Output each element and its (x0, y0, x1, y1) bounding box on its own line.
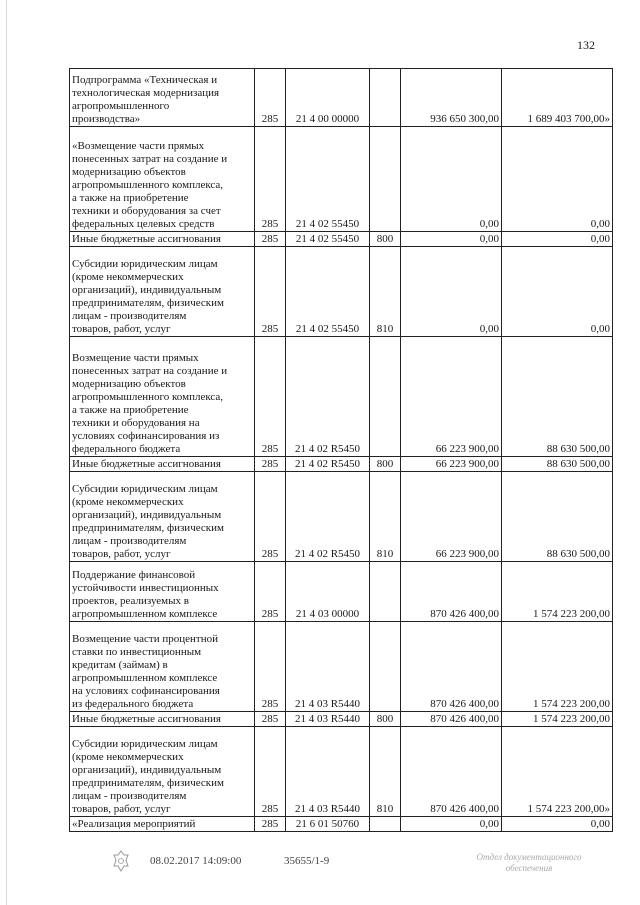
table-row (70, 127, 613, 232)
row-target-article: 21 4 02 R5450 (286, 472, 370, 562)
emblem-icon (112, 850, 130, 872)
row-target-article: 21 4 00 00000 (286, 69, 370, 127)
row-target-article: 21 4 03 00000 (286, 562, 370, 622)
row-grbs-code: 285 (255, 712, 286, 727)
row-expense-type (370, 69, 401, 127)
table-row (70, 232, 613, 247)
table-row (70, 622, 613, 712)
row-grbs-code: 285 (255, 727, 286, 817)
row-sum-year-1: 870 426 400,00 (401, 727, 502, 817)
row-expense-type: 800 (370, 712, 401, 727)
row-expense-type: 810 (370, 727, 401, 817)
row-target-article: 21 4 02 R5450 (286, 337, 370, 457)
row-target-article: 21 4 02 55450 (286, 247, 370, 337)
row-sum-year-2: 0,00 (502, 247, 613, 337)
row-sum-year-2: 88 630 500,00 (502, 457, 613, 472)
row-sum-year-1: 66 223 900,00 (401, 337, 502, 457)
row-sum-year-1: 0,00 (401, 817, 502, 832)
row-expense-type: 800 (370, 232, 401, 247)
row-grbs-code: 285 (255, 562, 286, 622)
row-sum-year-2: 1 574 223 200,00 (502, 562, 613, 622)
row-target-article: 21 4 03 R5440 (286, 727, 370, 817)
row-sum-year-2: 0,00 (502, 817, 613, 832)
row-expense-type (370, 817, 401, 832)
row-sum-year-2: 1 689 403 700,00» (502, 69, 613, 127)
row-name: Субсидии юридическим лицам (кроме некоммерческих организаций), индивидуальным предпринимателям, физическим лицам - производителям товаров, работ, услуг (70, 472, 255, 562)
row-sum-year-1: 870 426 400,00 (401, 622, 502, 712)
row-expense-type: 800 (370, 457, 401, 472)
stamp-line-2: обеспечения (505, 863, 553, 873)
row-name: Субсидии юридическим лицам (кроме некоммерческих организаций), индивидуальным предпринимателям, физическим лицам - производителям товаров, работ, услуг (70, 247, 255, 337)
row-target-article: 21 4 02 55450 (286, 232, 370, 247)
budget-table (69, 68, 613, 832)
budget-table-body (70, 69, 613, 832)
row-grbs-code: 285 (255, 127, 286, 232)
row-grbs-code: 285 (255, 232, 286, 247)
row-sum-year-1: 0,00 (401, 127, 502, 232)
row-grbs-code: 285 (255, 622, 286, 712)
row-expense-type (370, 127, 401, 232)
row-name: Подпрограмма «Техническая и технологическая модернизация агропромышленного производства» (70, 69, 255, 127)
row-grbs-code: 285 (255, 472, 286, 562)
row-target-article: 21 4 02 R5450 (286, 457, 370, 472)
row-name: «Реализация мероприятий (70, 817, 255, 832)
row-expense-type: 810 (370, 247, 401, 337)
row-expense-type (370, 562, 401, 622)
row-grbs-code: 285 (255, 69, 286, 127)
row-sum-year-2: 88 630 500,00 (502, 472, 613, 562)
footer-doc-number: 35655/1-9 (284, 855, 330, 867)
row-sum-year-2: 1 574 223 200,00 (502, 712, 613, 727)
row-name: Иные бюджетные ассигнования (70, 457, 255, 472)
table-row (70, 562, 613, 622)
row-sum-year-2: 0,00 (502, 232, 613, 247)
table-row (70, 817, 613, 832)
row-name: Субсидии юридическим лицам (кроме некоммерческих организаций), индивидуальным предпринимателям, физическим лицам - производителям товаров, работ, услуг (70, 727, 255, 817)
row-sum-year-1: 66 223 900,00 (401, 472, 502, 562)
table-row (70, 457, 613, 472)
row-name: Иные бюджетные ассигнования (70, 712, 255, 727)
table-row (70, 337, 613, 457)
row-sum-year-1: 870 426 400,00 (401, 562, 502, 622)
row-grbs-code: 285 (255, 457, 286, 472)
row-target-article: 21 4 03 R5440 (286, 712, 370, 727)
row-name: Иные бюджетные ассигнования (70, 232, 255, 247)
row-sum-year-1: 936 650 300,00 (401, 69, 502, 127)
row-name: Поддержание финансовой устойчивости инвестиционных проектов, реализуемых в агропромышленном комплексе (70, 562, 255, 622)
row-expense-type (370, 337, 401, 457)
row-grbs-code: 285 (255, 247, 286, 337)
stamp-line-1: Отдел документационного (476, 852, 582, 862)
row-sum-year-1: 870 426 400,00 (401, 712, 502, 727)
row-sum-year-1: 66 223 900,00 (401, 457, 502, 472)
table-row (70, 712, 613, 727)
table-row (70, 69, 613, 127)
row-sum-year-1: 0,00 (401, 232, 502, 247)
row-sum-year-1: 0,00 (401, 247, 502, 337)
scan-edge-line (6, 0, 7, 905)
row-name: Возмещение части прямых понесенных затрат на создание и модернизацию объектов агропромышленного комплекса, а также на приобретение техники и оборудования на условиях софинансирования из федерального бюджета (70, 337, 255, 457)
row-grbs-code: 285 (255, 817, 286, 832)
row-expense-type: 810 (370, 472, 401, 562)
row-sum-year-2: 88 630 500,00 (502, 337, 613, 457)
page-number: 132 (577, 38, 595, 52)
table-row (70, 472, 613, 562)
table-row (70, 247, 613, 337)
row-target-article: 21 4 03 R5440 (286, 622, 370, 712)
row-sum-year-2: 1 574 223 200,00 (502, 622, 613, 712)
row-name: «Возмещение части прямых понесенных затрат на создание и модернизацию объектов агропромышленного комплекса, а также на приобретение техники и оборудования за счет федеральных целевых средств (70, 127, 255, 232)
row-expense-type (370, 622, 401, 712)
row-name: Возмещение части процентной ставки по инвестиционным кредитам (займам) в агропромышленном комплексе на условиях софинансирования из федерального бюджета (70, 622, 255, 712)
department-stamp (449, 852, 609, 874)
row-grbs-code: 285 (255, 337, 286, 457)
row-sum-year-2: 0,00 (502, 127, 613, 232)
footer-date: 08.02.2017 14:09:00 (150, 855, 242, 867)
table-row (70, 727, 613, 817)
row-sum-year-2: 1 574 223 200,00» (502, 727, 613, 817)
row-target-article: 21 6 01 50760 (286, 817, 370, 832)
row-target-article: 21 4 02 55450 (286, 127, 370, 232)
